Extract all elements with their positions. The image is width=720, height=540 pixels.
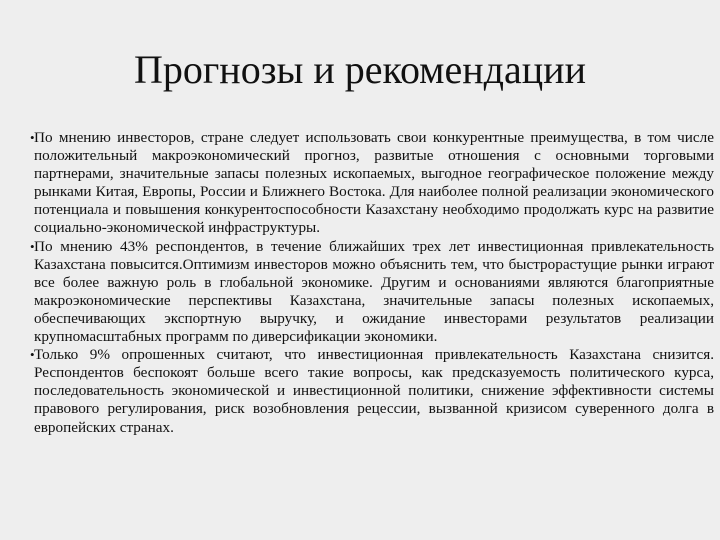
bullet-item-attractiveness-decline (0, 346, 720, 436)
bullet-text: По мнению инвесторов, стране следует использовать свои конкурентные преимущества, в том числе положительный макроэкономический прогноз, развитые отношения с основными торговыми партнерами, значительные запасы полезных ископаемых, выгодное географическое положение между рынками Китая, Европы, России и Ближнего Востока. Для наиболее полной реализации экономического потенциала и повышения конкурентоспособности Казахстану необходимо продолжать курс на развитие социально-экономической инфраструктуры. (34, 129, 714, 237)
bullet-list (0, 129, 720, 437)
bullet-dot-icon: • (30, 347, 35, 363)
bullet-text: Только 9% опрошенных считают, что инвестиционная привлекательность Казахстана снизится. Респондентов беспокоят больше всего такие вопросы, как предсказуемость политического курса, последовательность экономической и инвестиционной политики, снижение эффективности системы правового регулирования, риск возобновления рецессии, вызванной кризисом суверенного долга в европейских странах. (34, 346, 714, 436)
bullet-item-attractiveness-growth (0, 238, 720, 347)
bullet-dot-icon: • (30, 238, 35, 254)
bullet-item-investor-advice (0, 129, 720, 238)
bullet-text: По мнению 43% респондентов, в течение ближайших трех лет инвестиционная привлекательность Казахстана повысится.Оптимизм инвесторов можно объяснить тем, что быстрорастущие рынки играют все более важную роль в глобальной экономике. Другим и основаниями являются благоприятные макроэкономические перспективы Казахстана, значительные запасы полезных ископаемых, обеспечивающих экспортную выручку, и ожидание инвесторами результатов реализации крупномасштабных программ по диверсификации экономики. (34, 237, 714, 346)
slide-title: Прогнозы и рекомендации (134, 47, 586, 92)
bullet-dot-icon: • (30, 130, 35, 145)
